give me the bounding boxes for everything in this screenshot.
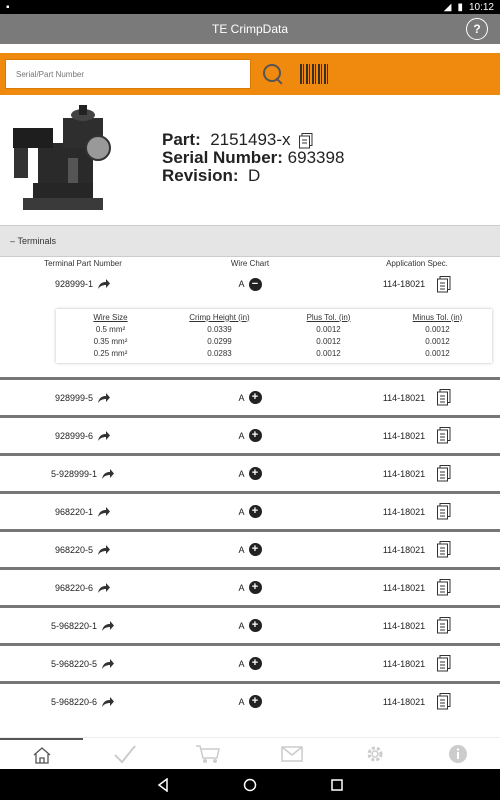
cart-icon[interactable] (167, 738, 250, 769)
battery-icon: ▮ (457, 1, 463, 13)
share-arrow-icon[interactable] (97, 544, 111, 556)
crimp-height: 0.0299 (207, 336, 232, 346)
table-row[interactable] (0, 529, 500, 567)
share-arrow-icon[interactable] (97, 430, 111, 442)
app-spec: 114-18021 (382, 506, 426, 517)
document-icon[interactable] (437, 617, 451, 634)
document-icon[interactable] (437, 389, 451, 406)
wire-chart-letter: A (238, 544, 245, 555)
search-bar (0, 53, 500, 95)
app-title: TE CrimpData (211, 22, 288, 36)
table-row[interactable] (0, 567, 500, 605)
app-spec: 114-18021 (382, 279, 426, 289)
wire-chart-letter: A (238, 582, 245, 593)
minus-tol: 0.0012 (425, 336, 450, 346)
recents-icon[interactable] (330, 778, 344, 792)
wire-chart-letter: A (238, 506, 245, 517)
search-input[interactable] (5, 59, 251, 89)
wire-table-header: Wire Size (93, 312, 128, 322)
minus-tol: 0.0012 (425, 324, 450, 334)
document-icon[interactable] (437, 465, 451, 482)
help-button[interactable] (466, 18, 488, 40)
expand-circle-icon[interactable]: + (249, 657, 262, 670)
expand-circle-icon[interactable]: + (249, 619, 262, 632)
part-label: Part: (162, 130, 201, 149)
document-icon[interactable] (437, 276, 451, 293)
terminal-part: 5-968220-5 (50, 658, 98, 669)
table-row[interactable] (0, 643, 500, 681)
document-icon[interactable] (437, 427, 451, 444)
wire-table-header: Plus Tol. (in) (306, 312, 351, 322)
home-circle-icon[interactable] (243, 778, 257, 792)
plus-tol: 0.0012 (316, 348, 341, 358)
expand-circle-icon[interactable]: + (249, 695, 262, 708)
app-spec: 114-18021 (382, 696, 426, 707)
document-icon[interactable] (437, 579, 451, 596)
document-icon[interactable] (437, 655, 451, 672)
wire-chart-letter: A (238, 696, 245, 707)
wire-table (56, 309, 492, 363)
wire-table-row (56, 347, 492, 359)
expand-circle-icon[interactable]: + (249, 543, 262, 556)
share-arrow-icon[interactable] (97, 582, 111, 594)
terminal-part: 928999-5 (54, 392, 94, 403)
wire-chart-letter: A (238, 392, 245, 403)
bottom-nav (0, 737, 500, 769)
expand-circle-icon[interactable]: + (249, 391, 262, 404)
plus-tol: 0.0012 (316, 324, 341, 334)
table-row[interactable] (0, 377, 500, 415)
plus-tol: 0.0012 (316, 336, 341, 346)
document-icon[interactable] (299, 133, 313, 149)
table-row[interactable] (0, 491, 500, 529)
wire-size: 0.5 mm² (95, 324, 126, 334)
terminal-part: 928999-1 (54, 279, 94, 289)
collapse-icon: – (10, 236, 16, 246)
crimp-machine-image (8, 103, 126, 215)
clock: 10:12 (468, 1, 494, 13)
table-row[interactable] (0, 605, 500, 643)
col-wirechart: Wire Chart (230, 259, 270, 268)
revision-label: Revision: (162, 166, 239, 185)
crimp-height: 0.0283 (207, 348, 232, 358)
document-icon[interactable] (437, 693, 451, 710)
col-terminal: Terminal Part Number (44, 259, 122, 268)
info-icon[interactable] (417, 738, 500, 769)
wire-chart-letter: A (238, 468, 245, 479)
column-headers (0, 259, 500, 271)
app-spec: 114-18021 (382, 392, 426, 403)
check-icon[interactable] (83, 738, 166, 769)
app-spec: 114-18021 (382, 430, 426, 441)
minus-tol: 0.0012 (425, 348, 450, 358)
wire-table-row (56, 323, 492, 335)
wire-size: 0.25 mm² (93, 348, 128, 358)
table-row[interactable] (0, 681, 500, 719)
terminal-part: 968220-6 (54, 582, 94, 593)
revision-value: D (247, 166, 261, 185)
table-row[interactable] (0, 453, 500, 491)
share-arrow-icon[interactable] (97, 506, 111, 518)
table-row[interactable] (0, 271, 500, 297)
app-spec: 114-18021 (382, 544, 426, 555)
share-arrow-icon[interactable] (97, 392, 111, 404)
expand-circle-icon[interactable]: + (249, 429, 262, 442)
search-icon[interactable] (261, 62, 285, 86)
system-nav-bar (0, 769, 500, 800)
expand-circle-icon[interactable]: + (249, 505, 262, 518)
part-info (0, 95, 500, 225)
home-icon[interactable] (0, 738, 83, 769)
table-row[interactable] (0, 415, 500, 453)
help-icon: ? (473, 22, 481, 36)
wire-table-header: Crimp Height (in) (189, 312, 250, 322)
wire-chart-letter: A (238, 620, 245, 631)
wire-chart-letter: A (238, 279, 245, 289)
app-spec: 114-18021 (382, 620, 426, 631)
crimp-height: 0.0339 (207, 324, 232, 334)
wire-size: 0.35 mm² (93, 336, 128, 346)
mail-icon[interactable] (250, 738, 333, 769)
terminal-part: 968220-1 (54, 506, 94, 517)
terminal-part: 5-968220-6 (50, 696, 98, 707)
app-spec: 114-18021 (382, 582, 426, 593)
share-arrow-icon[interactable] (101, 696, 115, 708)
wire-chart-letter: A (238, 430, 245, 441)
wire-chart-letter: A (238, 658, 245, 669)
document-icon[interactable] (437, 503, 451, 520)
app-spec: 114-18021 (382, 658, 426, 669)
app-spec: 114-18021 (382, 468, 426, 479)
back-icon[interactable] (156, 778, 170, 792)
share-arrow-icon[interactable] (101, 468, 115, 480)
notification-icon: ▪ (6, 1, 10, 13)
terminals-section-header[interactable] (0, 225, 500, 257)
terminal-part: 928999-6 (54, 430, 94, 441)
share-arrow-icon[interactable] (97, 278, 111, 290)
document-icon[interactable] (437, 541, 451, 558)
serial-label: Serial Number: (162, 148, 283, 167)
app-bar (0, 14, 500, 44)
terminal-part: 5-928999-1 (50, 468, 98, 479)
part-value: 2151493-x (210, 130, 291, 149)
terminal-part: 5-968220-1 (50, 620, 98, 631)
terminal-part: 968220-5 (54, 544, 94, 555)
serial-value: 693398 (287, 148, 345, 167)
wire-table-row (56, 335, 492, 347)
wire-table-header: Minus Tol. (in) (412, 312, 463, 322)
section-label: Terminals (17, 236, 57, 246)
settings-icon[interactable] (333, 738, 416, 769)
signal-icon: ◢ (443, 1, 452, 13)
status-bar (0, 0, 500, 14)
expand-circle-icon[interactable]: + (249, 467, 262, 480)
col-spec: Application Spec. (386, 259, 448, 268)
collapse-circle-icon[interactable]: − (249, 278, 262, 291)
share-arrow-icon[interactable] (101, 658, 115, 670)
barcode-icon[interactable] (300, 64, 328, 84)
expand-circle-icon[interactable]: + (249, 581, 262, 594)
share-arrow-icon[interactable] (101, 620, 115, 632)
terminals-list (0, 257, 500, 737)
